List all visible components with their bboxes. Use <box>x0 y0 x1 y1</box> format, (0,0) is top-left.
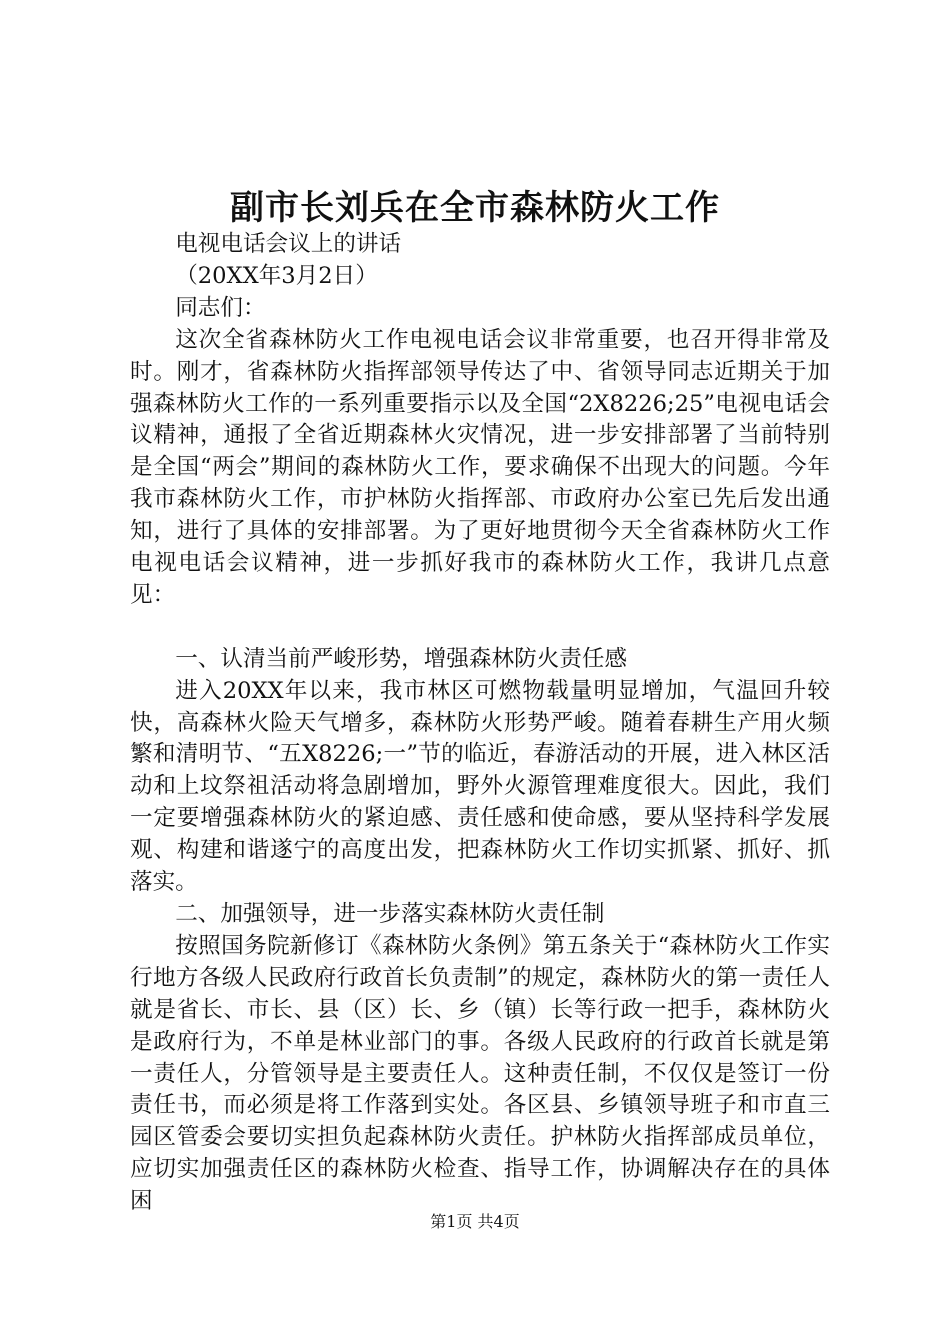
document-title: 副市长刘兵在全市森林防火工作 <box>230 188 720 228</box>
section-heading-1: 一、认清当前严峻形势，增强森林防火责任感 <box>175 645 628 672</box>
date-line: （20XX年3月2日） <box>175 262 378 289</box>
page-number-footer: 第1页 共4页 <box>430 1212 520 1231</box>
section-heading-2: 二、加强领导，进一步落实森林防火责任制 <box>175 901 605 928</box>
document-body <box>130 229 830 1218</box>
paragraph-section-1: 进入20XX年以来，我市林区可燃物载量明显增加，气温回升较快，高森林火险天气增多，森林防火形势严峻。随着春耕生产用火频繁和清明节、“五X8226;一”节的临近，春游活动的开展，进入林区活动和上坟祭祖活动将急剧增加，野外火源管理难度很大。因此，我们一定要增强森林防火的紧迫感、责任感和使命感，要从坚持科学发展观、构建和谐遂宁的高度出发，把森林防火工作切实抓紧、抓好、抓落实。 <box>130 677 830 896</box>
subtitle-line: 电视电话会议上的讲话 <box>175 231 402 257</box>
paragraph-intro: 这次全省森林防火工作电视电话会议非常重要，也召开得非常及时。刚才，省森林防火指挥部领导传达了中、省领导同志近期关于加强森林防火工作的一系列重要指示以及全国“2X8226;25”电视电话会议精神，通报了全省近期森林火灾情况，进一步安排部署了当前特别是全国“两会”期间的森林防火工作，要求确保不出现大的问题。今年我市森林防火工作，市护林防火指挥部、市政府办公室已先后发出通知，进行了具体的安排部署。为了更好地贯彻今天全省森林防火工作电视电话会议精神，进一步抓好我市的森林防火工作，我讲几点意见： <box>130 326 830 608</box>
paragraph-section-2: 按照国务院新修订《森林防火条例》第五条关于“森林防火工作实行地方各级人民政府行政首长负责制”的规定，森林防火的第一责任人就是省长、市长、县（区）长、乡（镇）长等行政一把手，森林防火是政府行为，不单是林业部门的事。各级人民政府的行政首长就是第一责任人，分管领导是主要责任人。这种责任制，不仅仅是签订一份责任书，而必须是将工作落到实处。各区县、乡镇领导班子和市直三园区管委会要切实担负起森林防火责任。护林防火指挥部成员单位，应切实加强责任区的森林防火检查、指导工作，协调解决存在的具体困 <box>130 932 830 1215</box>
salutation-line: 同志们： <box>175 294 266 321</box>
